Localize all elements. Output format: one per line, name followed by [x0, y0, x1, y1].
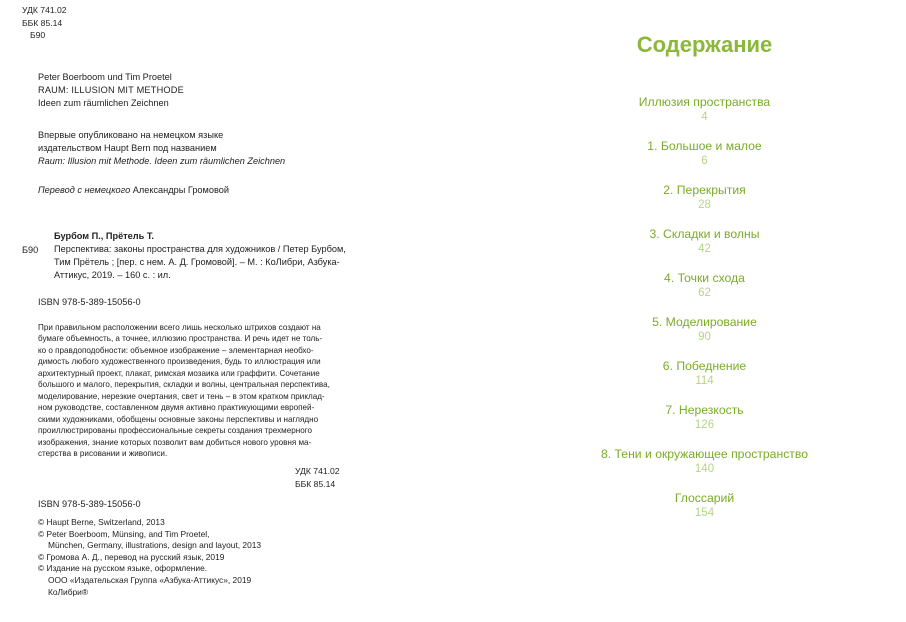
first-published-line: Впервые опубликовано на немецком языке [38, 130, 224, 140]
toc-entry-label: Глоссарий [674, 491, 735, 505]
toc-entry-label: 3. Складки и волны [649, 227, 760, 241]
original-authors: Peter Boerboom und Tim Proetel [38, 72, 172, 82]
annotation [38, 322, 343, 459]
classification-codes [22, 4, 67, 42]
bbk-code: ББК 85.14 [295, 478, 336, 489]
toc-entry-page: 140 [694, 463, 715, 475]
contents-title: Содержание [636, 32, 773, 57]
first-published-line: издательством Haupt Bern под названием [38, 143, 217, 153]
udc-code: УДК 741.02 [22, 5, 67, 15]
toc-entry-page: 114 [695, 375, 714, 387]
toc-entry-page: 6 [701, 155, 708, 167]
annotation-line: изображения, знание которых позволит вам добиться нового уровня ма- [38, 437, 312, 447]
annotation-line: архитектурный проект, плакат, римская мозаика или граффити. Сочетание [38, 368, 320, 378]
toc-entry-page: 4 [701, 111, 708, 123]
toc-entry-page: 28 [698, 199, 711, 211]
biblio-code: Б90 [22, 245, 39, 255]
toc-entry[interactable] [503, 447, 906, 491]
original-title-italic: Raum: Illusion mit Methode. Ideen zum räumlichen Zeichnen [38, 156, 286, 166]
udc-code: УДК 741.02 [295, 466, 340, 476]
toc-entry-label: 4. Точки схода [664, 271, 745, 285]
isbn: ISBN 978-5-389-15056-0 [38, 499, 141, 509]
contents-page [453, 0, 906, 622]
original-subtitle: Ideen zum räumlichen Zeichnen [38, 98, 169, 108]
toc-entry[interactable] [503, 227, 906, 271]
bibliographic-record [54, 230, 346, 282]
translator-prefix: Перевод с немецкого [38, 185, 131, 195]
author-mark: Б90 [30, 30, 46, 40]
annotation-line: стерства в рисовании и живописи. [38, 448, 168, 458]
toc-entry-label: 1. Большое и малое [647, 139, 762, 153]
toc-entry[interactable] [503, 403, 906, 447]
toc-entry-page: 62 [698, 287, 711, 299]
toc-entry-label: 7. Нерезкость [665, 403, 744, 417]
annotation-line: бумаге объемность, а точнее, иллюзию пространства. И речь идет не толь- [38, 334, 323, 344]
copyright-line: © Громова А. Д., перевод на русский язык, 2019 [38, 551, 225, 562]
toc-entry-label: 5. Моделирование [652, 315, 757, 329]
translator-name: Александры Громовой [130, 185, 229, 195]
toc-entry[interactable] [503, 359, 906, 403]
copyright-line: © Peter Boerboom, Münsing, and Tim Proetel, [38, 528, 210, 539]
first-published-block [38, 129, 285, 168]
annotation-line: большого и малого, перекрытия, складки и волны, центральная перспектива, [38, 380, 330, 390]
annotation-line: При правильном расположении всего лишь несколько штрихов создают на [38, 323, 321, 332]
annotation-line: ном руководстве, составленном двумя активно практикующими европей- [38, 403, 315, 413]
copyright-line: München, Germany, illustrations, design and layout, 2013 [48, 540, 262, 551]
copyright-block [38, 517, 261, 598]
biblio-line: Тим Прётель ; [пер. с нем. А. Д. Громовой]. – М. : КоЛибри, Азбука- [54, 257, 340, 267]
toc-entry-page: 126 [694, 419, 715, 431]
toc-entry-label: 2. Перекрытия [663, 183, 746, 197]
annotation-line: моделирование, нерезкие очертания, свет и тень – в этом кратком приклад- [38, 391, 325, 401]
bbk-code: ББК 85.14 [22, 17, 63, 28]
annotation-line: скими художниками, обобщены основные законы перспективы и наглядно [38, 414, 319, 424]
copyright-line: © Haupt Berne, Switzerland, 2013 [38, 517, 165, 527]
toc-entry-page: 90 [698, 331, 711, 343]
toc-entry-label: 6. Победнение [662, 359, 747, 373]
toc-entry-label: Иллюзия пространства [638, 95, 771, 109]
annotation-line: ко о правдоподобности: объемное изображение – элементарная необхо- [38, 345, 314, 355]
translator-credit [38, 184, 229, 196]
toc-entry[interactable] [503, 491, 906, 535]
toc-entry-page: 154 [694, 507, 715, 519]
toc-entry[interactable] [503, 271, 906, 315]
original-edition-block [38, 71, 184, 110]
biblio-line: Перспектива: законы пространства для художников / Петер Бурбом, [54, 244, 346, 254]
biblio-author: Бурбом П., Прётель Т. [54, 231, 154, 241]
copyright-line: © Издание на русском языке, оформление. [38, 563, 208, 574]
toc-entry[interactable] [503, 139, 906, 183]
isbn: ISBN 978-5-389-15056-0 [38, 297, 141, 307]
classification-codes-bottom [295, 465, 340, 490]
annotation-line: проиллюстрированы профессиональные секреты создания трехмерного [38, 426, 312, 436]
copyright-line: ООО «Издательская Группа «Азбука-Аттикус», 2019 [48, 574, 252, 585]
table-of-contents [453, 95, 906, 535]
biblio-line: Аттикус, 2019. – 160 с. : ил. [54, 270, 171, 280]
toc-entry[interactable] [503, 183, 906, 227]
toc-entry-label: 8. Тени и окружающее пространство [600, 447, 808, 461]
copyright-line: КоЛибри® [48, 586, 89, 597]
toc-entry[interactable] [503, 315, 906, 359]
original-title: RAUM: ILLUSION MIT METHODE [38, 85, 184, 95]
toc-entry-page: 42 [698, 243, 711, 255]
toc-entry[interactable] [503, 95, 906, 139]
annotation-line: димость любого художественного произведения, будь то иллюстрация или [38, 357, 321, 367]
